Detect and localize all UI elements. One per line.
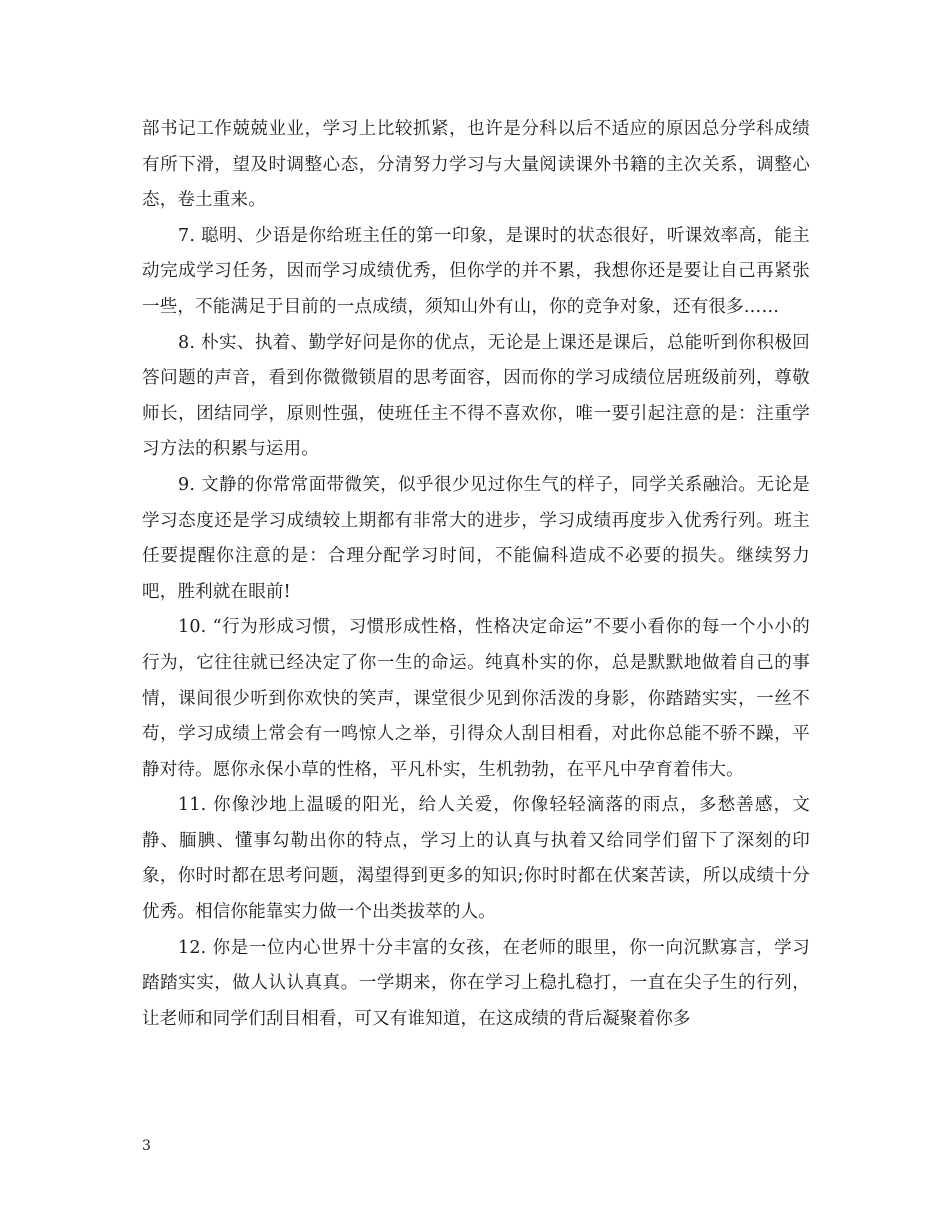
paragraph-item-8: 8. 朴实、执着、勤学好问是你的优点，无论是上课还是课后，总能听到你积极回答问题的声音，看到你微微锁眉的思考面容，因而你的学习成绩位居班级前列，尊敬师长，团结同学，原则性强，使班任主不得不喜欢你，唯一要引起注意的是：注重学习方法的积累与运用。 [142, 332, 810, 460]
document-body [142, 112, 810, 1037]
paragraph-item-7: 7. 聪明、少语是你给班主任的第一印象，是课时的状态很好，听课效率高，能主动完成学习任务，因而学习成绩优秀，但你学的并不累，我想你还是要让自己再紧张一些，不能满足于目前的一点成绩，须知山外有山，你的竞争对象，还有很多…… [142, 225, 810, 317]
paragraph-continuation: 部书记工作兢兢业业，学习上比较抓紧，也许是分科以后不适应的原因总分学科成绩有所下滑，望及时调整心态，分清努力学习与大量阅读课外书籍的主次关系，调整心态，卷土重来。 [142, 119, 810, 211]
paragraph-item-11: 11. 你像沙地上温暖的阳光，给人关爱，你像轻轻滴落的雨点，多愁善感，文静、腼腆、懂事勾勒出你的特点，学习上的认真与执着又给同学们留下了深刻的印象，你时时都在思考问题，渴望得到更多的知识;你时时都在伏案苦读，所以成绩十分优秀。相信你能靠实力做一个出类拔萃的人。 [142, 795, 810, 923]
paragraph-item-9: 9. 文静的你常常面带微笑，似乎很少见过你生气的样子，同学关系融洽。无论是学习态度还是学习成绩较上期都有非常大的进步，学习成绩再度步入优秀行列。班主任要提醒你注意的是：合理分配学习时间，不能偏科造成不必要的损失。继续努力吧，胜利就在眼前! [142, 474, 810, 602]
paragraph-item-10: 10. “行为形成习惯，习惯形成性格，性格决定命运”不要小看你的每一个小小的行为，它往往就已经决定了你一生的命运。纯真朴实的你，总是默默地做着自己的事情，课间很少听到你欢快的笑声，课堂很少见到你活泼的身影，你踏踏实实，一丝不苟，学习成绩上常会有一鸣惊人之举，引得众人刮目相看，对此你总能不骄不躁，平静对待。愿你永保小草的性格，平凡朴实，生机勃勃，在平凡中孕育着伟大。 [142, 617, 810, 780]
paragraph-item-12: 12. 你是一位内心世界十分丰富的女孩，在老师的眼里，你一向沉默寡言，学习踏踏实实，做人认认真真。一学期来，你在学习上稳扎稳打，一直在尖子生的行列，让老师和同学们刮目相看，可又有谁知道，在这成绩的背后凝聚着你多 [142, 937, 810, 1029]
page-number: 3 [142, 1138, 151, 1154]
